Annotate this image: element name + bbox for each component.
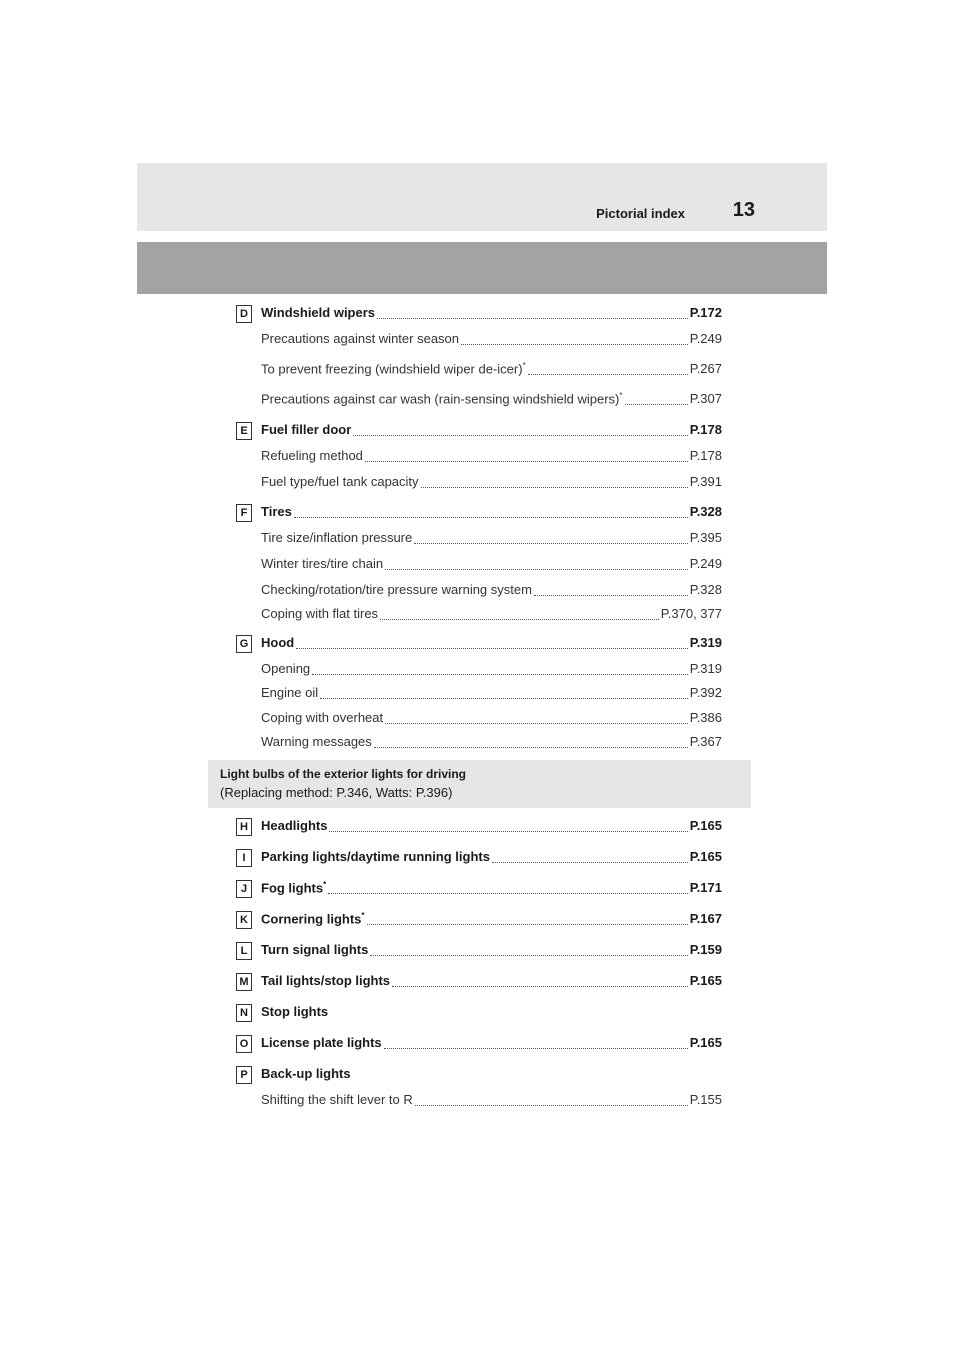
leader-dots: [353, 435, 687, 436]
index-subentry: [261, 661, 722, 681]
index-entry: [261, 1035, 722, 1055]
section-letter-m: M: [236, 973, 252, 991]
index-entry: [261, 422, 722, 442]
entry-name: Stop lights: [261, 1004, 329, 1019]
page-reference: P.165: [689, 849, 722, 864]
page-reference: P.267: [689, 361, 722, 377]
page-reference: P.328: [689, 504, 722, 519]
leader-dots: [625, 404, 688, 405]
index-subentry: [261, 606, 722, 626]
entry-name: Winter tires/tire chain: [261, 556, 384, 571]
page-reference: P.249: [689, 556, 722, 571]
entry-name: Parking lights/daytime running lights: [261, 849, 490, 864]
entry-name: To prevent freezing (windshield wiper de-icer)*: [261, 361, 526, 377]
leader-dots: [370, 955, 687, 956]
leader-dots: [461, 344, 688, 345]
index-subentry: [261, 448, 722, 468]
index-subentry: [261, 391, 722, 411]
index-subentry: [261, 474, 722, 494]
page-reference: P.165: [689, 973, 722, 988]
leader-dots: [374, 747, 688, 748]
section-letter-n: N: [236, 1004, 252, 1022]
index-subentry: [261, 331, 722, 351]
entry-name: Precautions against winter season: [261, 331, 460, 346]
page-reference: P.391: [689, 474, 722, 489]
page-reference: P.159: [689, 942, 722, 957]
index-entry: [261, 1004, 722, 1024]
leader-dots: [367, 924, 688, 925]
entry-name: Windshield wipers: [261, 305, 376, 320]
entry-name: Opening: [261, 661, 311, 676]
index-subentry: [261, 685, 722, 705]
leader-dots: [312, 674, 688, 675]
index-subentry: [261, 361, 722, 381]
page-reference: P.178: [689, 448, 722, 463]
page-header: [137, 163, 827, 231]
page-reference: P.165: [689, 1035, 722, 1050]
index-entry: [261, 305, 722, 325]
index-entry: [261, 1066, 722, 1086]
entry-name: Back-up lights: [261, 1066, 351, 1081]
footnote-star: *: [522, 361, 526, 370]
page-reference: P.328: [689, 582, 722, 597]
entry-name: Refueling method: [261, 448, 363, 463]
leader-dots: [294, 517, 688, 518]
entry-name: Hood: [261, 635, 295, 650]
index-entry: [261, 880, 722, 900]
entry-name: Fog lights*: [261, 880, 327, 896]
lights-info-box: [208, 760, 751, 808]
entry-name: Engine oil: [261, 685, 319, 700]
leader-dots: [329, 831, 687, 832]
leader-dots: [528, 374, 688, 375]
section-letter-o: O: [236, 1035, 252, 1053]
leader-dots: [384, 1048, 688, 1049]
lights-box-title: Light bulbs of the exterior lights for driving: [220, 767, 466, 781]
section-band: [137, 242, 827, 294]
page-reference: P.395: [689, 530, 722, 545]
entry-name: Precautions against car wash (rain-sensing windshield wipers)*: [261, 391, 623, 407]
footnote-star: *: [361, 911, 365, 920]
entry-name: Tires: [261, 504, 292, 519]
page-reference: P.178: [689, 422, 722, 437]
section-letter-p: P: [236, 1066, 252, 1084]
entry-name: Headlights: [261, 818, 328, 833]
section-letter-l: L: [236, 942, 252, 960]
index-subentry: [261, 734, 722, 754]
index-entry: [261, 973, 722, 993]
index-subentry: [261, 582, 722, 602]
entry-name: Tail lights/stop lights: [261, 973, 391, 988]
entry-name: Coping with overheat: [261, 710, 384, 725]
section-letter-k: K: [236, 911, 252, 929]
section-letter-f: F: [236, 504, 252, 522]
leader-dots: [377, 318, 688, 319]
entry-name: Cornering lights*: [261, 911, 365, 927]
index-entry: [261, 635, 722, 655]
index-subentry: [261, 1092, 722, 1112]
page-reference: P.319: [689, 661, 722, 676]
leader-dots: [534, 595, 688, 596]
footnote-star: *: [323, 880, 327, 889]
leader-dots: [414, 543, 687, 544]
leader-dots: [328, 893, 687, 894]
page-reference: P.155: [689, 1092, 722, 1107]
index-subentry: [261, 710, 722, 730]
leader-dots: [380, 619, 659, 620]
index-entry: [261, 849, 722, 869]
leader-dots: [296, 648, 687, 649]
index-subentry: [261, 556, 722, 576]
page-number: 13: [732, 199, 755, 221]
page-reference: P.171: [689, 880, 722, 896]
entry-name: Fuel type/fuel tank capacity: [261, 474, 419, 489]
page-reference: P.370, 377: [660, 606, 722, 621]
lights-box-subtitle: (Replacing method: P.346, Watts: P.396): [220, 785, 453, 800]
page-reference: P.307: [689, 391, 722, 407]
leader-dots: [385, 723, 688, 724]
page-reference: P.367: [689, 734, 722, 749]
leader-dots: [385, 569, 688, 570]
section-letter-d: D: [236, 305, 252, 323]
entry-name: Tire size/inflation pressure: [261, 530, 413, 545]
page-reference: P.172: [689, 305, 722, 320]
section-letter-h: H: [236, 818, 252, 836]
section-letter-j: J: [236, 880, 252, 898]
page-reference: P.392: [689, 685, 722, 700]
page-reference: P.386: [689, 710, 722, 725]
leader-dots: [365, 461, 688, 462]
leader-dots: [421, 487, 688, 488]
page-reference: P.249: [689, 331, 722, 346]
index-entry: [261, 818, 722, 838]
entry-name: Shifting the shift lever to R: [261, 1092, 413, 1107]
entry-name: Turn signal lights: [261, 942, 369, 957]
page-reference: P.165: [689, 818, 722, 833]
leader-dots: [320, 698, 688, 699]
index-entry: [261, 911, 722, 931]
entry-name: License plate lights: [261, 1035, 382, 1050]
leader-dots: [492, 862, 688, 863]
leader-dots: [392, 986, 688, 987]
index-entry: [261, 942, 722, 962]
page-reference: P.319: [689, 635, 722, 650]
section-letter-g: G: [236, 635, 252, 653]
page-reference: P.167: [689, 911, 722, 927]
header-title: Pictorial index: [596, 206, 685, 221]
footnote-star: *: [619, 391, 623, 400]
entry-name: Checking/rotation/tire pressure warning system: [261, 582, 532, 597]
section-letter-e: E: [236, 422, 252, 440]
index-entry: [261, 504, 722, 524]
entry-name: Fuel filler door: [261, 422, 352, 437]
entry-name: Warning messages: [261, 734, 372, 749]
section-letter-i: I: [236, 849, 252, 867]
leader-dots: [415, 1105, 688, 1106]
index-subentry: [261, 530, 722, 550]
entry-name: Coping with flat tires: [261, 606, 379, 621]
